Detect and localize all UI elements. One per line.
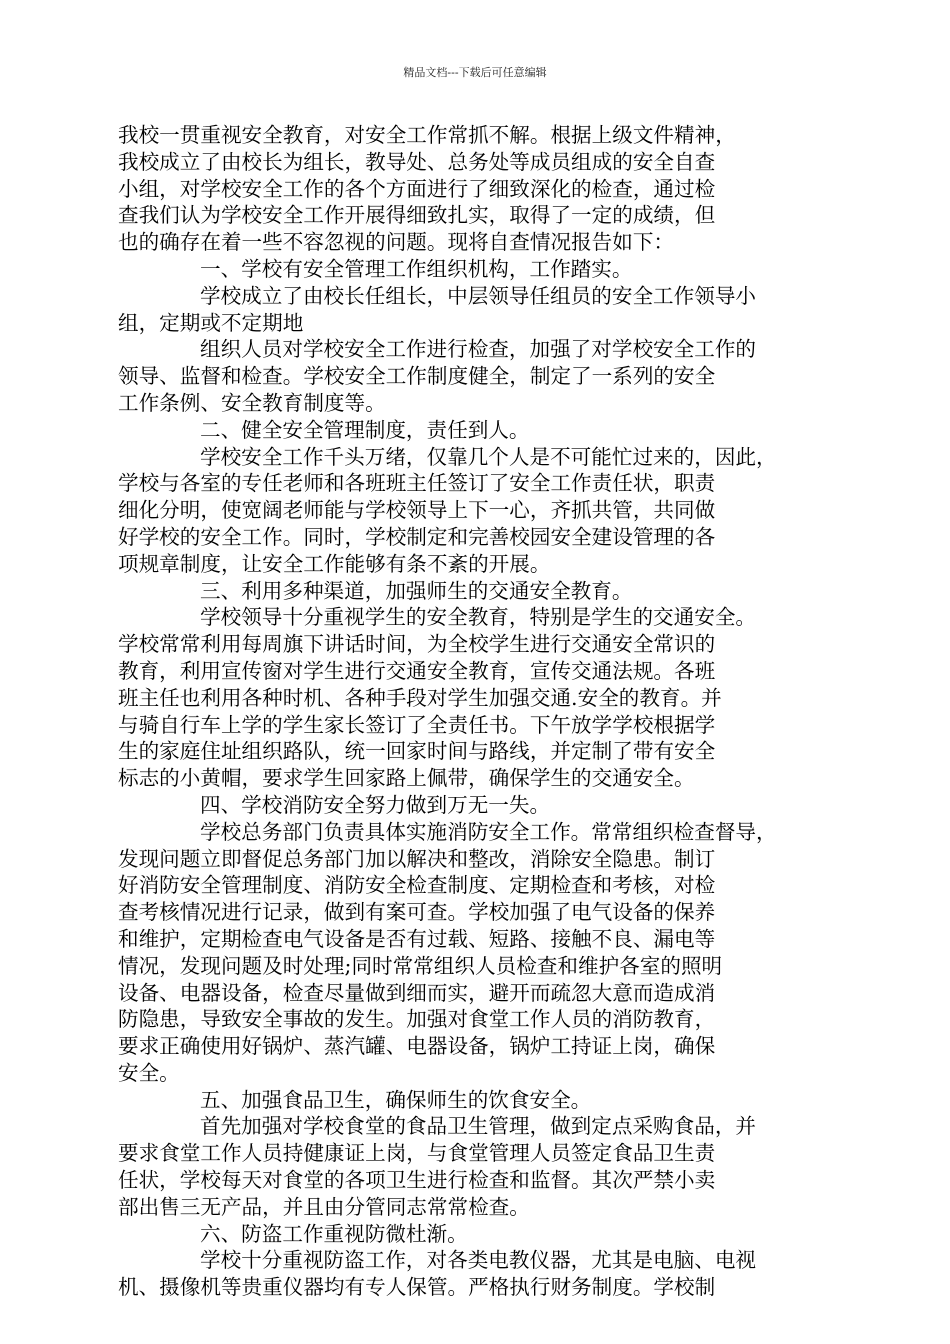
text-line: 工作条例、安全教育制度等。 [118, 390, 386, 415]
text-line: 六、防盗工作重视防微杜渐。 [200, 1221, 468, 1246]
text-line: 与骑自行车上学的学生家长签订了全责任书。下午放学学校根据学 [118, 712, 716, 737]
text-line: 和维护，定期检查电气设备是否有过载、短路、接触不良、漏电等 [118, 926, 716, 951]
text-line: 安全。 [118, 1060, 180, 1085]
text-line: 一、学校有安全管理工作组织机构，工作踏实。 [200, 256, 633, 281]
text-line: 任状，学校每天对食堂的各项卫生进行检查和监督。其次严禁小卖 [118, 1168, 716, 1193]
text-line: 学校领导十分重视学生的安全教育，特别是学生的交通安全。 [200, 605, 757, 630]
text-line: 设备、电器设备，检查尽量做到细而实，避开而疏忽大意而造成消 [118, 980, 716, 1005]
text-line: 发现问题立即督促总务部门加以解决和整改，消除安全隐患。制订 [118, 846, 716, 871]
text-line: 查我们认为学校安全工作开展得细致扎实，取得了一定的成绩，但 [118, 203, 716, 228]
document-body [118, 122, 830, 1301]
text-line: 四、学校消防安全努力做到万无一失。 [200, 792, 551, 817]
text-line: 我校成立了由校长为组长，教导处、总务处等成员组成的安全自查 [118, 149, 716, 174]
text-line: 要求食堂工作人员持健康证上岗，与食堂管理人员签定食品卫生责 [118, 1141, 716, 1166]
text-line: 防隐患，导致安全事故的发生。加强对食堂工作人员的消防教育， [118, 1007, 716, 1032]
text-line: 查考核情况进行记录，做到有案可查。学校加强了电气设备的保养 [118, 900, 716, 925]
text-line: 项规章制度，让安全工作能够有条不紊的开展。 [118, 551, 551, 576]
text-line: 标志的小黄帽，要求学生回家路上佩带，确保学生的交通安全。 [118, 766, 695, 791]
text-line: 首先加强对学校食堂的食品卫生管理，做到定点采购食品，并 [200, 1114, 757, 1139]
text-line: 好学校的安全工作。同时，学校制定和完善校园安全建设管理的各 [118, 524, 716, 549]
text-line: 三、利用多种渠道，加强师生的交通安全教育。 [200, 578, 633, 603]
text-line: 学校常常利用每周旗下讲话时间，为全校学生进行交通安全常识的 [118, 632, 716, 657]
text-line: 组织人员对学校安全工作进行检查，加强了对学校安全工作的 [200, 337, 757, 362]
text-line: 二、健全安全管理制度，责任到人。 [200, 417, 530, 442]
text-line: 学校总务部门负责具体实施消防安全工作。常常组织检查督导， [200, 819, 777, 844]
text-line: 领导、监督和检查。学校安全工作制度健全，制定了一系列的安全 [118, 364, 716, 389]
text-line: 教育，利用宣传窗对学生进行交通安全教育，宣传交通法规。各班 [118, 658, 716, 683]
text-line: 学校与各室的专任老师和各班班主任签订了安全工作责任状，职责 [118, 471, 716, 496]
text-line: 也的确存在着一些不容忽视的问题。现将自查情况报告如下： [118, 230, 675, 255]
text-line: 五、加强食品卫生，确保师生的饮食安全。 [200, 1087, 592, 1112]
text-line: 学校安全工作千头万绪，仅靠几个人是不可能忙过来的，因此， [200, 444, 777, 469]
text-line: 情况，发现问题及时处理;同时常常组织人员检查和维护各室的照明 [118, 953, 723, 978]
text-line: 学校成立了由校长任组长，中层领导任组员的安全工作领导小 [200, 283, 757, 308]
text-line: 要求正确使用好锅炉、蒸汽罐、电器设备，锅炉工持证上岗，确保 [118, 1034, 716, 1059]
text-line: 组，定期或不定期地 [118, 310, 304, 335]
text-line: 生的家庭住址组织路队，统一回家时间与路线，并定制了带有安全 [118, 739, 716, 764]
text-line: 我校一贯重视安全教育，对安全工作常抓不解。根据上级文件精神， [118, 123, 736, 147]
text-line: 学校十分重视防盗工作，对各类电教仪器，尤其是电脑、电视 [200, 1248, 757, 1273]
text-line: 好消防安全管理制度、消防安全检查制度、定期检查和考核，对检 [118, 873, 716, 898]
page-header: 精品文档---下载后可任意编辑 [403, 66, 547, 79]
text-line: 部出售三无产品，并且由分管同志常常检查。 [118, 1194, 530, 1219]
text-line: 小组，对学校安全工作的各个方面进行了细致深化的检查，通过检 [118, 176, 716, 201]
text-line: 细化分明，使宽阔老师能与学校领导上下一心，齐抓共管，共同做 [118, 498, 716, 523]
text-line: 机、摄像机等贵重仪器均有专人保管。严格执行财务制度。学校制 [118, 1275, 716, 1300]
text-line: 班主任也利用各种时机、各种手段对学生加强交通.安全的教育。并 [118, 685, 722, 710]
